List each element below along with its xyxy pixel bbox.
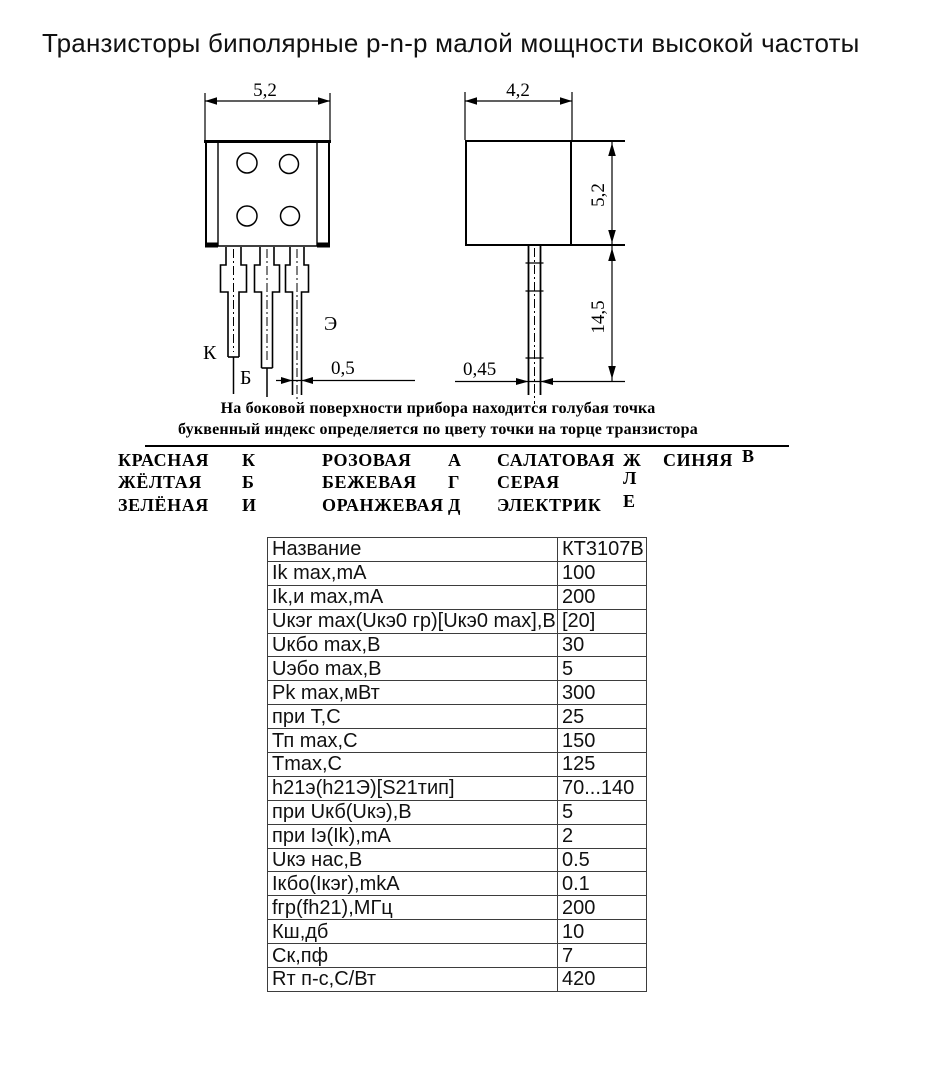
color-name: ОРАНЖЕВАЯ	[322, 494, 444, 515]
color-letter: Л	[623, 468, 638, 489]
spec-value: 420	[558, 968, 647, 992]
spec-label: h21э(h21Э)[S21тип]	[268, 776, 558, 800]
table-row	[268, 800, 647, 824]
table-row	[268, 896, 647, 920]
spec-value: 10	[558, 920, 647, 944]
spec-label: Uкбо max,В	[268, 633, 558, 657]
front-lead-emitter	[286, 247, 309, 399]
spec-value: КТ3107В	[558, 538, 647, 562]
color-letter: Г	[448, 472, 461, 493]
spec-label: Uкэ нас,В	[268, 848, 558, 872]
table-row	[268, 968, 647, 992]
spec-label: Ск,пф	[268, 944, 558, 968]
spec-label: Uэбо max,В	[268, 657, 558, 681]
color-name	[663, 495, 742, 517]
table-row	[268, 872, 647, 896]
pin-label-collector: К	[203, 342, 217, 364]
front-view-drawing	[203, 80, 415, 399]
table-row	[268, 776, 647, 800]
spec-value: 0.1	[558, 872, 647, 896]
spec-value: 25	[558, 705, 647, 729]
table-row	[268, 729, 647, 753]
color-name: ЭЛЕКТРИК	[497, 494, 602, 515]
front-width-label: 5,2	[253, 80, 277, 101]
spec-value: 0.5	[558, 848, 647, 872]
note-block	[108, 398, 768, 440]
front-package-outline	[204, 140, 331, 248]
note-line-1: На боковой поверхности прибора находится голубая точка	[220, 400, 656, 417]
spec-label: Название	[268, 538, 558, 562]
table-row	[268, 944, 647, 968]
color-name: ЖЁЛТАЯ	[118, 472, 202, 493]
spec-label: при Iэ(Ik),mA	[268, 824, 558, 848]
spec-label: Tmax,С	[268, 753, 558, 777]
color-letter	[742, 472, 782, 494]
divider-rule	[145, 445, 789, 447]
spec-label: Ik,и max,mA	[268, 585, 558, 609]
spec-label: Uкэr max(Uкэ0 гр)[Uкэ0 max],В	[268, 609, 558, 633]
spec-label: при Uкб(Uкэ),В	[268, 800, 558, 824]
side-height-label: 5,2	[588, 183, 609, 207]
spec-label: Тп max,С	[268, 729, 558, 753]
spec-label: Ik max,mA	[268, 561, 558, 585]
spec-value: 100	[558, 561, 647, 585]
color-letter: Д	[448, 494, 461, 515]
transistor-package-drawing	[0, 0, 932, 440]
color-name	[663, 472, 742, 494]
spec-value: 125	[558, 753, 647, 777]
front-width-dimension	[205, 80, 330, 140]
color-name: КРАСНАЯ	[118, 450, 210, 470]
table-row	[268, 561, 647, 585]
color-letter	[742, 495, 782, 517]
spec-table	[267, 537, 647, 992]
spec-label: Rт п-с,С/Вт	[268, 968, 558, 992]
color-name: СЕРАЯ	[497, 472, 560, 493]
color-letter: Б	[242, 472, 255, 493]
table-row	[268, 681, 647, 705]
side-view-drawing	[455, 80, 625, 404]
spec-value: 30	[558, 633, 647, 657]
color-name: РОЗОВАЯ	[322, 450, 412, 470]
table-row	[268, 753, 647, 777]
spec-label: при Т,С	[268, 705, 558, 729]
table-row	[268, 848, 647, 872]
color-letter: И	[242, 494, 257, 515]
color-name: САЛАТОВАЯ	[497, 450, 615, 470]
spec-value: 5	[558, 657, 647, 681]
spec-label: Pk max,мВт	[268, 681, 558, 705]
spec-label: Кш,дб	[268, 920, 558, 944]
spec-value: 300	[558, 681, 647, 705]
front-lead-thickness-label: 0,5	[331, 358, 355, 379]
side-lead-length-label: 14,5	[588, 300, 609, 334]
side-lead-thickness-label: 0,45	[463, 359, 497, 380]
color-letter: Е	[623, 490, 636, 511]
color-name: БЕЖЕВАЯ	[322, 472, 417, 493]
table-row	[268, 705, 647, 729]
color-letter: В	[742, 446, 755, 466]
page-title: Транзисторы биполярные p-n-p малой мощности высокой частоты	[42, 28, 860, 58]
table-row	[268, 585, 647, 609]
table-row	[268, 538, 647, 562]
spec-value: 200	[558, 896, 647, 920]
spec-value: 2	[558, 824, 647, 848]
table-row	[268, 633, 647, 657]
spec-value: 5	[558, 800, 647, 824]
spec-label: fгр(fh21),МГц	[268, 896, 558, 920]
spec-value: 200	[558, 585, 647, 609]
color-name: СИНЯЯ	[663, 450, 733, 470]
spec-value: 150	[558, 729, 647, 753]
pin-label-emitter: Э	[324, 313, 338, 335]
table-row	[268, 657, 647, 681]
side-height-dimension	[588, 141, 616, 245]
color-letter: К	[242, 450, 256, 470]
color-letter: А	[448, 450, 462, 470]
note-line-2: буквенный индекс определяется по цвету точки на торце транзистора	[178, 421, 698, 438]
table-row	[268, 920, 647, 944]
side-width-label: 4,2	[506, 80, 530, 101]
side-lead	[526, 245, 544, 404]
color-code-table	[118, 446, 782, 517]
side-lead-length-dimension	[588, 245, 616, 382]
spec-value: 7	[558, 944, 647, 968]
side-width-dimension	[465, 80, 572, 140]
table-row	[268, 609, 647, 633]
pin-label-base: Б	[240, 367, 252, 389]
table-row	[268, 824, 647, 848]
spec-value: [20]	[558, 609, 647, 633]
color-name: ЗЕЛЁНАЯ	[118, 494, 209, 515]
color-letter: Ж	[623, 450, 642, 470]
spec-label: Iкбо(Iкэr),mkA	[268, 872, 558, 896]
front-lead-base	[255, 247, 280, 397]
spec-value: 70...140	[558, 776, 647, 800]
front-package-dimples	[237, 153, 300, 226]
